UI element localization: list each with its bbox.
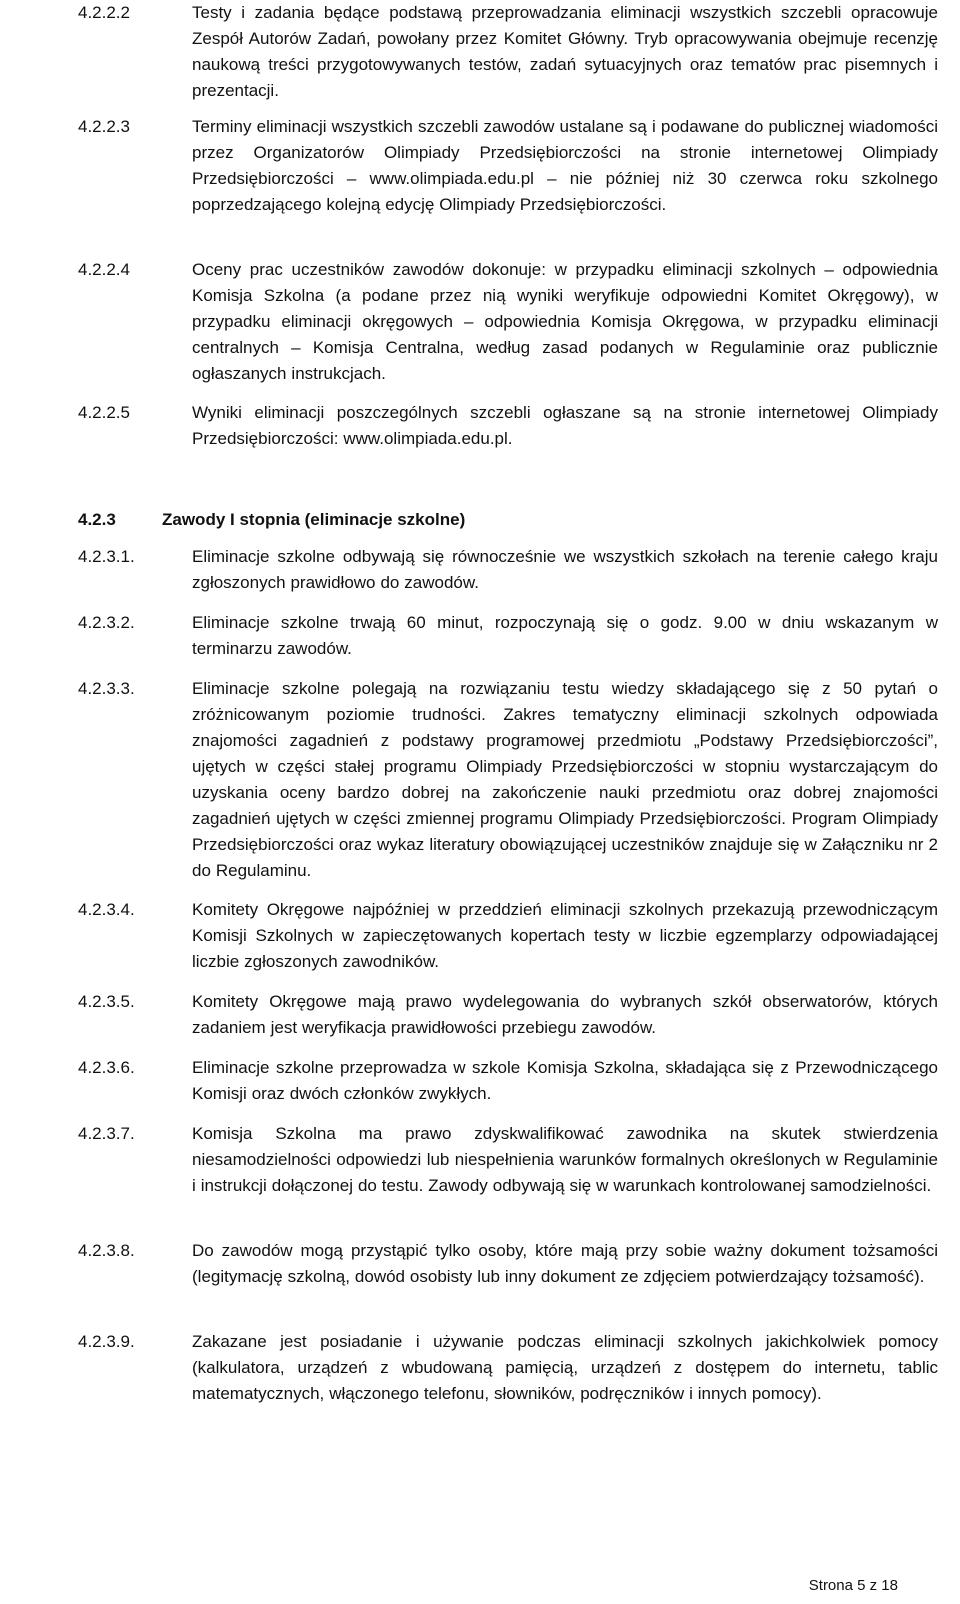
item-text: Oceny prac uczestników zawodów dokonuje: w przypadku eliminacji szkolnych – odpowiednia Komisja Szkolna (a podane przez nią wyniki weryfikuje odpowiedni Komitet Okręgowy), w przypadku eliminacji okręgowych – odpowiednia Komisja Okręgowa, w przypadku eliminacji centralnych – Komisja Centralna, według zasad podanych w Regulaminie oraz publicznie ogłaszanych instrukcjach. xyxy=(192,260,938,383)
list-item xyxy=(78,989,938,1041)
list-item xyxy=(78,676,938,884)
list-item xyxy=(78,257,938,387)
item-number: 4.2.3.7. xyxy=(78,1124,135,1143)
item-text: Eliminacje szkolne przeprowadza w szkole Komisja Szkolna, składająca się z Przewodniczącego Komisji oraz dwóch członków zwykłych. xyxy=(192,1058,938,1103)
item-number: 4.2.2.3 xyxy=(78,117,130,136)
list-item xyxy=(78,400,938,452)
item-text: Wyniki eliminacji poszczególnych szczebli ogłaszane są na stronie internetowej Olimpiady Przedsiębiorczości: www.olimpiada.edu.pl. xyxy=(192,403,938,448)
list-item xyxy=(78,1329,938,1407)
item-number: 4.2.3.5. xyxy=(78,992,135,1011)
page-number: Strona 5 z 18 xyxy=(808,1577,898,1594)
item-text: Eliminacje szkolne polegają na rozwiązaniu testu wiedzy składającego się z 50 pytań o zróżnicowanym poziomie trudności. Zakres tematyczny eliminacji szkolnych odpowiada znajomości zagadnień z podstawy programowej przedmiotu „Podstawy Przedsiębiorczości”, ujętych w części stałej programu Olimpiady Przedsiębiorczości w stopniu wystarczającym do uzyskania oceny bardzo dobrej na zakończenie nauki przedmiotu oraz dobrej znajomości zagadnień ujętych w części zmiennej programu Olimpiady Przedsiębiorczości. Program Olimpiady Przedsiębiorczości oraz wykaz literatury obowiązującej uczestników znajduje się w Załączniku nr 2 do Regulaminu. xyxy=(192,679,938,880)
list-item xyxy=(78,544,938,596)
item-text: Testy i zadania będące podstawą przeprowadzania eliminacji wszystkich szczebli opracowuje Zespół Autorów Zadań, powołany przez Komitet Główny. Tryb opracowywania obejmuje recenzję naukową treści przygotowywanych testów, zadań sytuacyjnych oraz tematów prac pisemnych i prezentacji. xyxy=(192,3,938,100)
item-text: Zakazane jest posiadanie i używanie podczas eliminacji szkolnych jakichkolwiek pomocy (kalkulatora, urządzeń z wbudowaną pamięcią, urządzeń z dostępem do internetu, tablic matematycznych, włączonego telefonu, słowników, podręczników i innych pomocy). xyxy=(192,1332,938,1403)
item-number: 4.2.3.9. xyxy=(78,1332,135,1351)
section-number: 4.2.3 xyxy=(78,510,116,529)
section-heading xyxy=(78,507,465,533)
section-title: Zawody I stopnia (eliminacje szkolne) xyxy=(162,510,466,529)
list-item xyxy=(78,1055,938,1107)
list-item xyxy=(78,610,938,662)
item-text: Komitety Okręgowe najpóźniej w przeddzień eliminacji szkolnych przekazują przewodniczącym Komisji Szkolnych w zapieczętowanych kopertach testy w liczbie egzemplarzy odpowiadającej liczbie zgłoszonych zawodników. xyxy=(192,900,938,971)
item-number: 4.2.2.2 xyxy=(78,3,130,22)
item-text: Komitety Okręgowe mają prawo wydelegowania do wybranych szkół obserwatorów, których zadaniem jest weryfikacja prawidłowości przebiegu zawodów. xyxy=(192,992,938,1037)
item-text: Eliminacje szkolne odbywają się równocześnie we wszystkich szkołach na terenie całego kraju zgłoszonych prawidłowo do zawodów. xyxy=(192,547,938,592)
item-text: Eliminacje szkolne trwają 60 minut, rozpoczynają się o godz. 9.00 w dniu wskazanym w terminarzu zawodów. xyxy=(192,613,938,658)
list-item xyxy=(78,1121,938,1199)
item-number: 4.2.3.8. xyxy=(78,1241,135,1260)
item-text: Komisja Szkolna ma prawo zdyskwalifikować zawodnika na skutek stwierdzenia niesamodzielności odpowiedzi lub niespełnienia warunków formalnych określonych w Regulaminie i instrukcji dołączonej do testu. Zawody odbywają się w warunkach kontrolowanej samodzielności. xyxy=(192,1124,938,1195)
item-number: 4.2.3.2. xyxy=(78,613,135,632)
list-item xyxy=(78,1238,938,1290)
item-number: 4.2.2.5 xyxy=(78,403,130,422)
item-text: Terminy eliminacji wszystkich szczebli zawodów ustalane są i podawane do publicznej wiadomości przez Organizatorów Olimpiady Przedsiębiorczości na stronie internetowej Olimpiady Przedsiębiorczości – www.olimpiada.edu.pl – nie później niż 30 czerwca roku szkolnego poprzedzającego kolejną edycję Olimpiady Przedsiębiorczości. xyxy=(192,117,938,214)
list-item xyxy=(78,114,938,218)
item-number: 4.2.3.1. xyxy=(78,547,135,566)
item-text: Do zawodów mogą przystąpić tylko osoby, które mają przy sobie ważny dokument tożsamości (legitymację szkolną, dowód osobisty lub inny dokument ze zdjęciem potwierdzający tożsamość). xyxy=(192,1241,938,1286)
item-number: 4.2.3.4. xyxy=(78,900,135,919)
item-number: 4.2.3.6. xyxy=(78,1058,135,1077)
list-item xyxy=(78,0,938,104)
item-number: 4.2.2.4 xyxy=(78,260,130,279)
item-number: 4.2.3.3. xyxy=(78,679,135,698)
list-item xyxy=(78,897,938,975)
